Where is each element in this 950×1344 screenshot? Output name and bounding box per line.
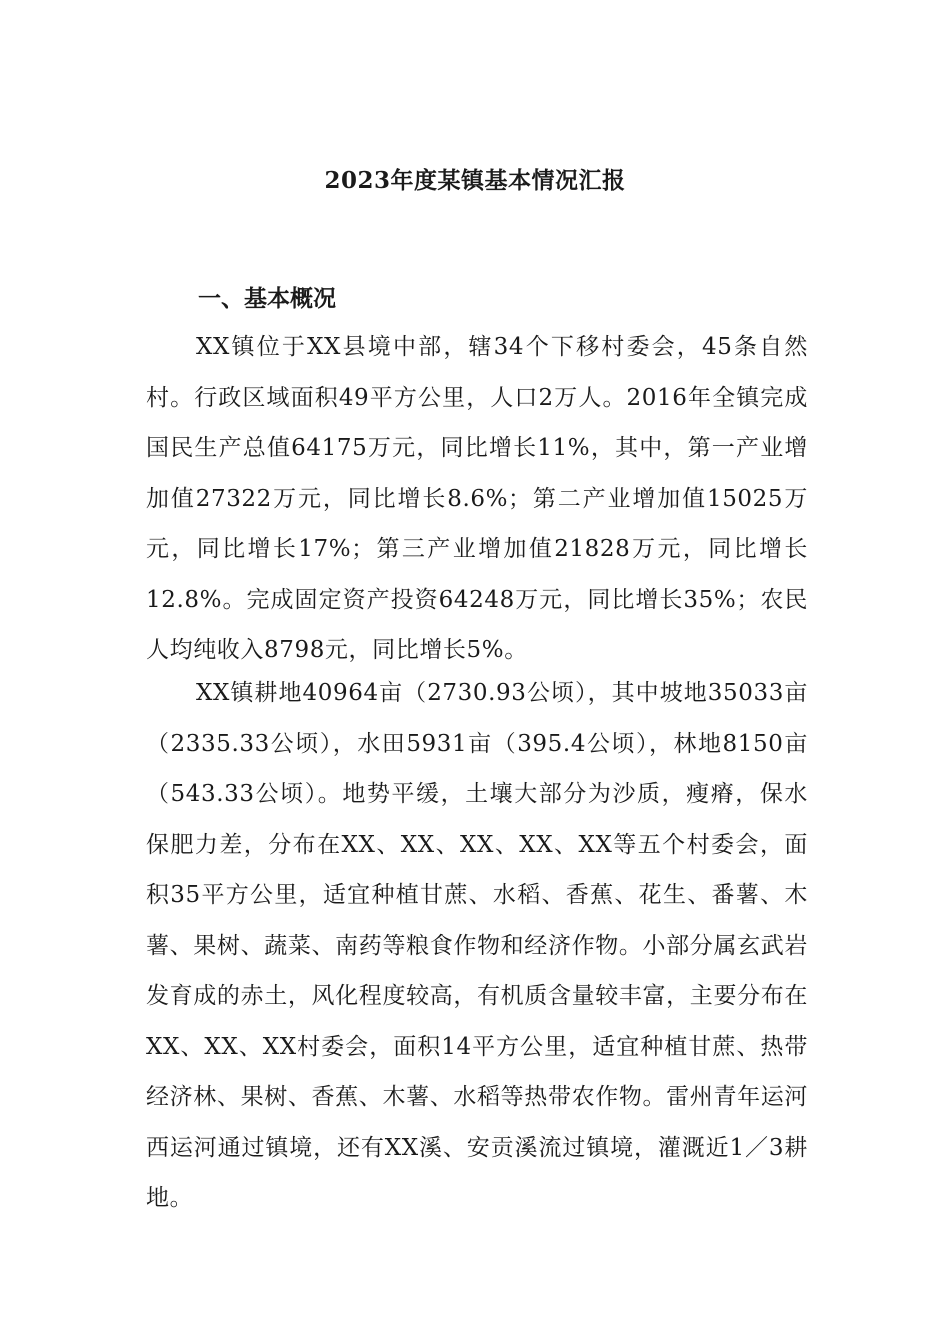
paragraph-land-resources: XX镇耕地40964亩（2730.93公顷），其中坡地35033亩（2335.33公顷），水田5931亩（395.4公顷），林地8150亩（543.33公顷）。地势平缓，土壤大部分为沙质，瘦瘠，保水保肥力差，分布在XX、XX、XX、XX、XX等五个村委会，面积35平方公里，适宜种植甘蔗、水稻、香蕉、花生、番薯、木薯、果树、蔬菜、南药等粮食作物和经济作物。小部分属玄武岩发育成的赤土，风化程度较高，有机质含量较丰富，主要分布在XX、XX、XX村委会，面积14平方公里，适宜种植甘蔗、热带经济林、果树、香蕉、木薯、水稻等热带农作物。雷州青年运河西运河通过镇境，还有XX溪、安贡溪流过镇境，灌溉近1／3耕地。 [146,680,808,1211]
section-heading: 一、基本概况 [198,285,336,312]
document-title: 2023年度某镇基本情况汇报 [324,167,626,194]
paragraph-basic-overview: XX镇位于XX县境中部，辖34个下移村委会，45条自然村。行政区域面积49平方公里，人口2万人。2016年全镇完成国民生产总值64175万元，同比增长11%，其中，第一产业增加值27322万元，同比增长8.6%；第二产业增加值15025万元，同比增长17%；第三产业增加值21828万元，同比增长12.8%。完成固定资产投资64248万元，同比增长35%；农民人均纯收入8798元，同比增长5%。 [146,334,808,663]
